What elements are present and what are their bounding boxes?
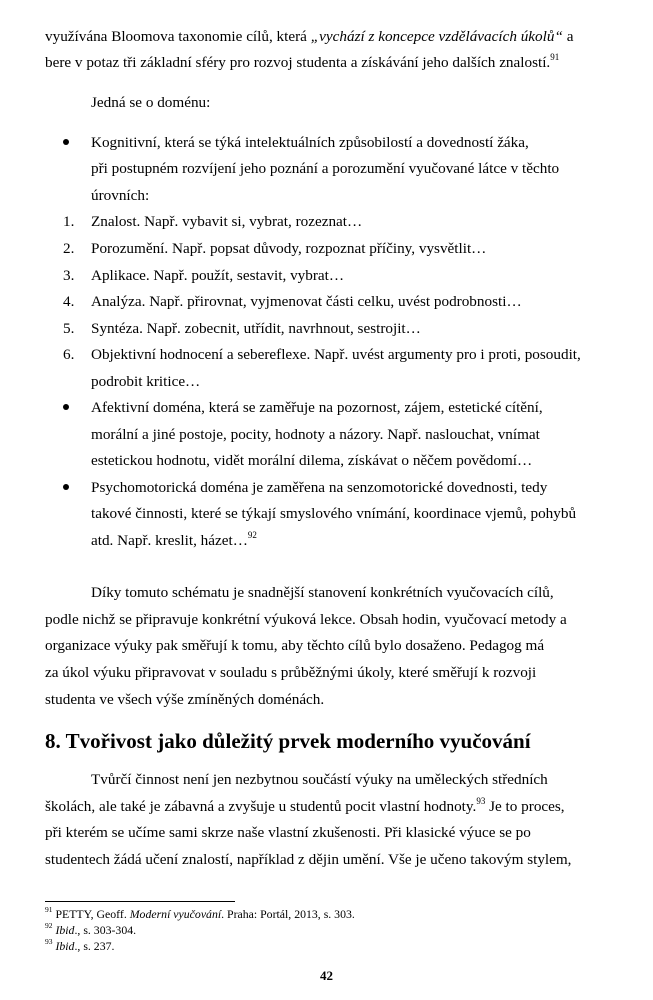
- bullet-icon: [63, 133, 69, 153]
- paragraph-line: školách, ale také je zábavná a zvyšuje u studentů pocit vlastní hodnoty.$^{93}$ Je to proces,: [45, 795, 565, 815]
- bullet-line: Kognitivní, která se týká intelektuálních způsobilostí a dovedností žáka,: [91, 134, 529, 151]
- quotation: „vychází z koncepce vzdělávacích úkolů“: [310, 28, 563, 45]
- paragraph-line: Tvůrčí činnost není jen nezbytnou součástí výuky na uměleckých středních: [91, 771, 548, 788]
- paragraph-line: za úkol výuku připravovat v souladu s průběžnými úkoly, které směřují k rozvoji: [45, 664, 537, 681]
- section-heading: 8. Tvořivost jako důležitý prvek moderního vyučování: [45, 729, 531, 753]
- footnote-ref[interactable]: 92: [247, 529, 257, 540]
- bullet-line: takové činnosti, které se týkají smyslového vnímání, koordinace vjemů, pohybů: [91, 505, 577, 522]
- list-number: 2.: [63, 240, 75, 257]
- footnote: $^{92}$ Ibid., s. 303-304.: [45, 921, 137, 937]
- paragraph-line: organizace výuky pak směřují k tomu, aby těchto cílů bylo dosaženo. Pedagog má: [45, 637, 545, 654]
- list-number: 5.: [63, 320, 75, 337]
- list-number: 4.: [63, 293, 75, 310]
- footnote-ref[interactable]: 93: [476, 795, 486, 806]
- list-item: Objektivní hodnocení a sebereflexe. Např. uvést argumenty pro i proti, posoudit,: [91, 346, 581, 363]
- bullet-icon: [63, 398, 69, 418]
- paragraph-line: Díky tomuto schématu je snadnější stanovení konkrétních vyučovacích cílů,: [91, 584, 554, 601]
- bullet-icon: [63, 478, 69, 498]
- list-item: Analýza. Např. přirovnat, vyjmenovat části celku, uvést podrobnosti…: [91, 293, 522, 310]
- bullet-line: morální a jiné postoje, pocity, hodnoty a názory. Např. naslouchat, vnímat: [91, 426, 540, 443]
- bullet-line: Afektivní doména, která se zaměřuje na pozornost, zájem, estetické cítění,: [91, 399, 543, 416]
- list-number: 1.: [63, 213, 75, 230]
- page-number: 42: [320, 968, 333, 983]
- bullet-line: estetickou hodnotu, vidět morální dilema, získávat o něčem povědomí…: [91, 452, 533, 469]
- list-number: 6.: [63, 346, 75, 363]
- paragraph-line: studenta ve všech výše zmíněných doménách.: [45, 691, 325, 708]
- list-number: 3.: [63, 267, 75, 284]
- list-item: Znalost. Např. vybavit si, vybrat, rozeznat…: [91, 213, 363, 230]
- footnote-separator: [45, 901, 235, 902]
- paragraph-line: podle nichž se připravuje konkrétní výuková lekce. Obsah hodin, vyučovací metody a: [45, 611, 567, 628]
- paragraph-line: využívána Bloomova taxonomie cílů, která „vychází z koncepce vzdělávacích úkolů“ a: [45, 28, 574, 45]
- footnote-ref[interactable]: 91: [550, 51, 560, 62]
- paragraph-line: bere v potaz tři základní sféry pro rozvoj studenta a získávání jeho dalších znalostí.$^{91}$: [45, 51, 560, 71]
- list-item: Syntéza. Např. zobecnit, utřídit, navrhnout, sestrojit…: [91, 320, 421, 337]
- list-item: podrobit kritice…: [91, 373, 201, 390]
- bullet-line: při postupném rozvíjení jeho poznání a porozumění vyučované látce v těchto: [91, 160, 560, 177]
- paragraph-line: při kterém se učíme sami skrze naše vlastní zkušenosti. Při klasické výuce se po: [45, 824, 531, 841]
- bullet-line: atd. Např. kreslit, házet…$^{92}$: [91, 529, 257, 549]
- bullet-line: úrovních:: [91, 187, 150, 204]
- footnote: $^{91}$ PETTY, Geoff. Moderní vyučování. Praha: Portál, 2013, s. 303.: [45, 905, 355, 921]
- bullet-line: Psychomotorická doména je zaměřena na senzomotorické dovednosti, tedy: [91, 479, 548, 496]
- paragraph-line: studentech žádá učení znalostí, například z dějin umění. Vše je učeno takovým stylem,: [45, 851, 572, 868]
- intro-line: Jedná se o doménu:: [91, 94, 211, 111]
- list-item: Aplikace. Např. použít, sestavit, vybrat…: [91, 267, 345, 284]
- list-item: Porozumění. Např. popsat důvody, rozpoznat příčiny, vysvětlit…: [91, 240, 487, 257]
- footnote: $^{93}$ Ibid., s. 237.: [45, 937, 115, 953]
